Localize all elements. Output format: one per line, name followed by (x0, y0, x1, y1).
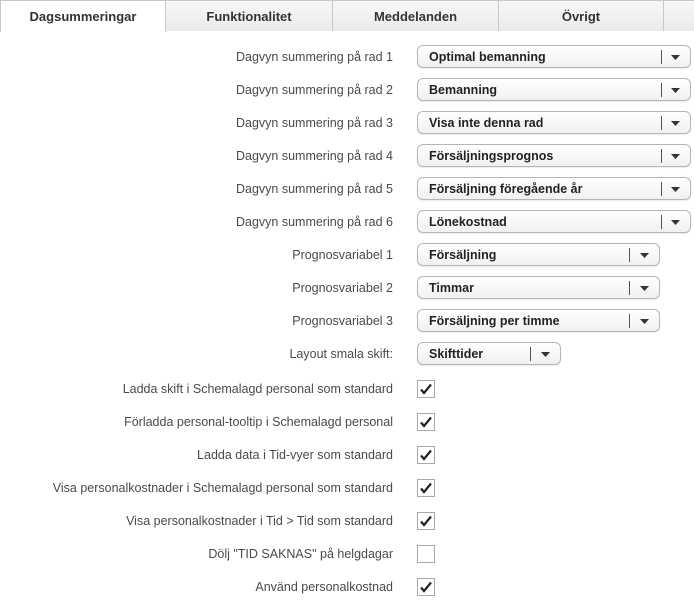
checkmark-icon (419, 580, 433, 594)
tab-label: Meddelanden (373, 8, 458, 24)
caret-down-icon (668, 46, 682, 68)
dagvy-rad-2-select[interactable] (417, 78, 691, 101)
dagvy-rad-3-select[interactable] (417, 111, 691, 134)
row-label: Dagvyn summering på rad 2 (235, 83, 393, 97)
tab-ovrigt[interactable] (499, 0, 664, 31)
select-value: Bemanning (429, 83, 498, 97)
select-value: Lönekostnad (429, 215, 507, 229)
checkbox-label: Visa personalkostnader i Schemalagd personal som standard (52, 481, 393, 495)
layout-smala-skift-select[interactable] (417, 342, 561, 365)
checkbox-label: Ladda skift i Schemalagd personal som standard (122, 382, 393, 396)
visa-personalkostnader-schemalagd-checkbox[interactable] (417, 479, 435, 497)
checkmark-icon (419, 481, 433, 495)
tab-label: Övrigt (561, 8, 601, 24)
prognosvariabel-1-select[interactable] (417, 243, 660, 266)
dolj-tid-saknas-checkbox[interactable] (417, 545, 435, 563)
tab-bar (0, 0, 694, 31)
checkmark-icon (419, 448, 433, 462)
dagvy-rad-4-select[interactable] (417, 144, 691, 167)
forladda-tooltip-checkbox[interactable] (417, 413, 435, 431)
select-separator (661, 116, 662, 130)
caret-down-icon (668, 112, 682, 134)
prognosvariabel-2-select[interactable] (417, 276, 660, 299)
caret-down-icon (538, 343, 552, 365)
select-separator (661, 50, 662, 64)
tab-funktionalitet[interactable] (166, 0, 333, 31)
select-separator (530, 347, 531, 361)
checkbox-label: Visa personalkostnader i Tid > Tid som standard (126, 514, 393, 528)
checkmark-icon (419, 415, 433, 429)
select-value: Försäljning per timme (429, 314, 560, 328)
select-separator (629, 248, 630, 262)
dagvy-rad-5-select[interactable] (417, 177, 691, 200)
caret-down-icon (637, 277, 651, 299)
select-separator (661, 182, 662, 196)
row-label: Dagvyn summering på rad 3 (235, 116, 393, 130)
row-label: Dagvyn summering på rad 5 (235, 182, 393, 196)
select-separator (661, 215, 662, 229)
select-separator (629, 281, 630, 295)
caret-down-icon (668, 145, 682, 167)
select-value: Försäljning föregående år (429, 182, 583, 196)
checkmark-icon (419, 382, 433, 396)
dagvy-rad-1-select[interactable] (417, 45, 691, 68)
row-label: Prognosvariabel 1 (292, 248, 393, 262)
checkbox-label: Ladda data i Tid-vyer som standard (197, 448, 393, 462)
select-value: Försäljning (429, 248, 497, 262)
prognosvariabel-3-select[interactable] (417, 309, 660, 332)
row-label: Dagvyn summering på rad 1 (235, 50, 393, 64)
tab-label: Funktionalitet (206, 8, 292, 24)
tab-label: Dagsummeringar (29, 9, 137, 24)
checkbox-label: Dölj "TID SAKNAS" på helgdagar (208, 547, 393, 561)
select-separator (629, 314, 630, 328)
row-label: Prognosvariabel 2 (292, 281, 393, 295)
select-value: Försäljningsprognos (429, 149, 554, 163)
visa-personalkostnader-tid-checkbox[interactable] (417, 512, 435, 530)
ladda-data-tid-checkbox[interactable] (417, 446, 435, 464)
tab-dagsummeringar[interactable] (0, 0, 166, 32)
dagvy-rad-6-select[interactable] (417, 210, 691, 233)
anvand-personalkostnad-checkbox[interactable] (417, 578, 435, 596)
select-value: Timmar (429, 281, 474, 295)
caret-down-icon (668, 178, 682, 200)
checkbox-label: Använd personalkostnad (255, 580, 393, 594)
row-label: Dagvyn summering på rad 4 (235, 149, 393, 163)
caret-down-icon (668, 79, 682, 101)
row-label: Layout smala skift: (289, 347, 393, 361)
caret-down-icon (637, 310, 651, 332)
caret-down-icon (637, 244, 651, 266)
checkmark-icon (419, 514, 433, 528)
checkbox-label: Förladda personal-tooltip i Schemalagd personal (124, 415, 393, 429)
select-value: Visa inte denna rad (429, 116, 544, 130)
select-separator (661, 149, 662, 163)
tab-meddelanden[interactable] (333, 0, 499, 31)
caret-down-icon (668, 211, 682, 233)
select-value: Skifttider (429, 347, 484, 361)
ladda-skift-checkbox[interactable] (417, 380, 435, 398)
row-label: Prognosvariabel 3 (292, 314, 393, 328)
row-label: Dagvyn summering på rad 6 (235, 215, 393, 229)
select-value: Optimal bemanning (429, 50, 546, 64)
select-separator (661, 83, 662, 97)
tab-empty (664, 0, 694, 31)
